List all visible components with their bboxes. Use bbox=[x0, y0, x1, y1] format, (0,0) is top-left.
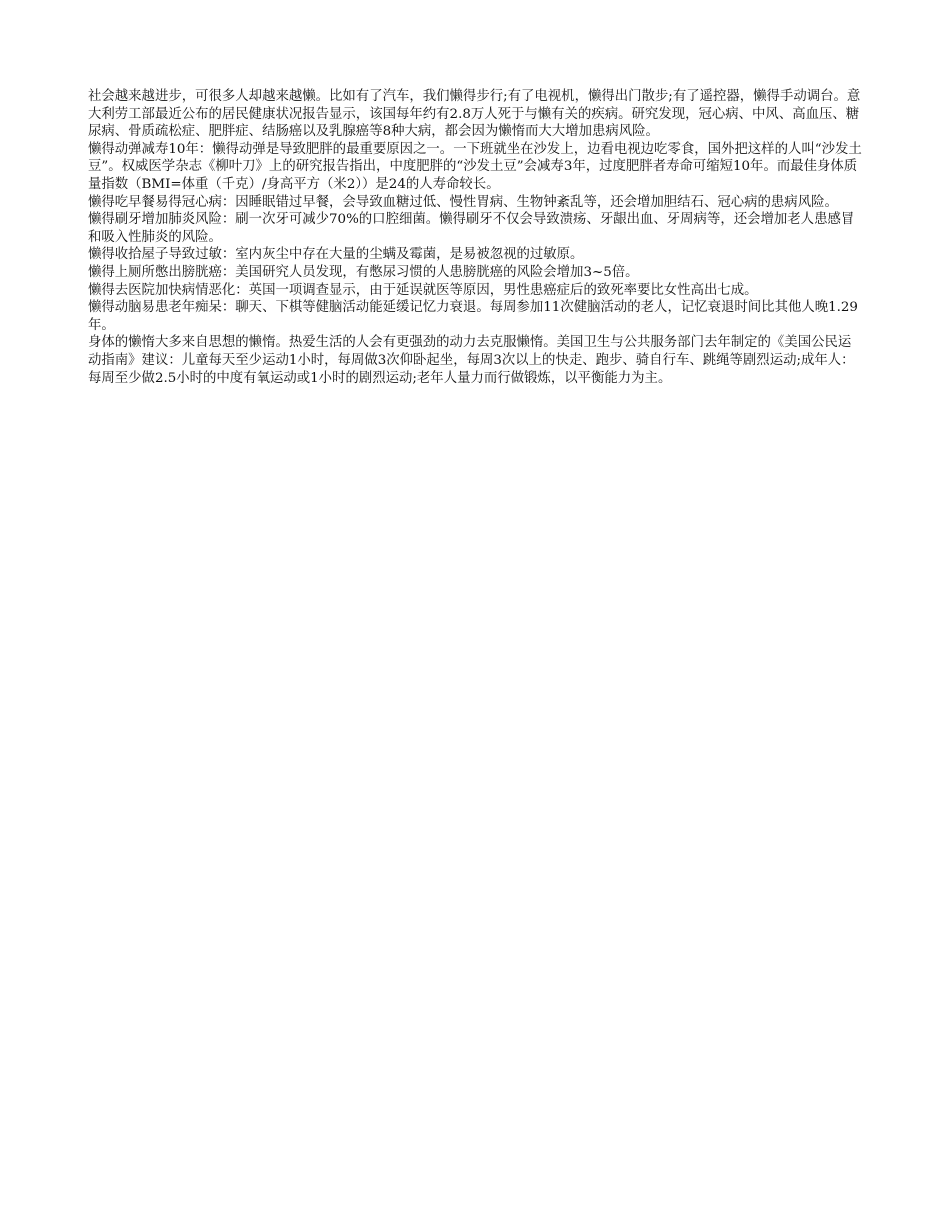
paragraph-conclusion: 身体的懒惰大多来自思想的懒惰。热爱生活的人会有更强劲的动力去克服懒惰。美国卫生与公共服务部门去年制定的《美国公民运动指南》建议：儿童每天至少运动1小时，每周做3次仰卧起坐，每周3次以上的快走、跑步、骑自行车、跳绳等剧烈运动;成年人：每周至少做2.5小时的中度有氧运动或1小时的剧烈运动;老年人量力而行做锻炼，以平衡能力为主。 bbox=[88, 335, 855, 386]
paragraph-breakfast: 懒得吃早餐易得冠心病：因睡眠错过早餐，会导致血糖过低、慢性胃病、生物钟紊乱等，还会增加胆结石、冠心病的患病风险。 bbox=[88, 194, 838, 210]
document-body bbox=[88, 88, 863, 387]
paragraph-hospital: 懒得去医院加快病情恶化：英国一项调查显示，由于延误就医等原因，男性患癌症后的致死率要比女性高出七成。 bbox=[88, 282, 758, 298]
paragraph-intro: 社会越来越进步，可很多人却越来越懒。比如有了汽车，我们懒得步行;有了电视机，懒得出门散步;有了遥控器，懒得手动调台。意大利劳工部最近公布的居民健康状况报告显示，该国每年约有2.8万人死于与懒有关的疾病。研究发现，冠心病、中风、高血压、糖尿病、骨质疏松症、肥胖症、结肠癌以及乳腺癌等8种大病，都会因为懒惰而大大增加患病风险。 bbox=[88, 89, 861, 140]
paragraph-bladder: 懒得上厕所憋出膀胱癌：美国研究人员发现，有憋尿习惯的人患膀胱癌的风险会增加3~5倍。 bbox=[88, 264, 639, 280]
paragraph-brain: 懒得动脑易患老年痴呆：聊天、下棋等健脑活动能延缓记忆力衰退。每周参加11次健脑活动的老人，记忆衰退时间比其他人晚1.29年。 bbox=[88, 300, 858, 333]
paragraph-brushing: 懒得刷牙增加肺炎风险：刷一次牙可减少70%的口腔细菌。懒得刷牙不仅会导致溃疡、牙龈出血、牙周病等，还会增加老人患感冒和吸入性肺炎的风险。 bbox=[88, 212, 855, 245]
paragraph-cleaning: 懒得收拾屋子导致过敏：室内灰尘中存在大量的尘螨及霉菌，是易被忽视的过敏原。 bbox=[88, 247, 584, 263]
paragraph-sedentary: 懒得动弹减寿10年：懒得动弹是导致肥胖的最重要原因之一。一下班就坐在沙发上，边看电视边吃零食，国外把这样的人叫“沙发土豆”。权威医学杂志《柳叶刀》上的研究报告指出，中度肥胖的“沙发土豆”会减寿3年，过度肥胖者寿命可缩短10年。而最佳身体质量指数（BMI=体重（千克）/身高平方（米2））是24的人寿命较长。 bbox=[88, 141, 862, 192]
